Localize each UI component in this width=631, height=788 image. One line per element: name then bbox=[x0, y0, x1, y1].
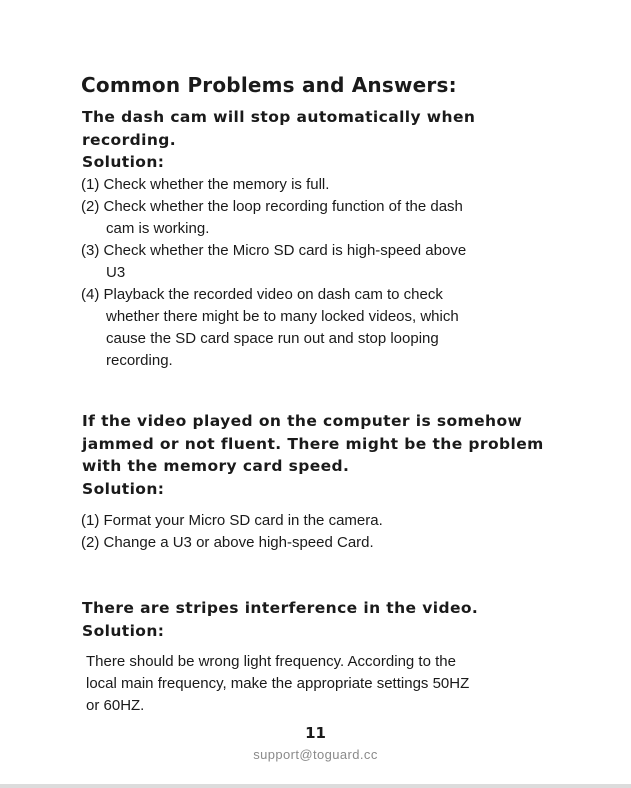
solution-1-item-3-line-2: U3 bbox=[106, 264, 126, 281]
solution-1-item-1-line-1: (1) Check whether the memory is full. bbox=[81, 176, 330, 193]
problem-2-line-1: If the video played on the computer is somehow bbox=[82, 412, 523, 430]
problem-1-line-2: recording. bbox=[82, 130, 177, 149]
problem-2-line-3: with the memory card speed. bbox=[82, 457, 350, 475]
problem-3-heading bbox=[82, 597, 562, 642]
solution-2-item-2-line-1: (2) Change a U3 or above high-speed Card. bbox=[81, 534, 374, 551]
bottom-border bbox=[0, 784, 631, 788]
problem-2-line-2: jammed or not fluent. There might be the problem bbox=[82, 434, 544, 453]
solution-1-item-3 bbox=[81, 240, 561, 284]
solution-1-item-4-line-2: whether there might be to many locked videos, which bbox=[106, 308, 459, 325]
solution-1-item-3-line-1: (3) Check whether the Micro SD card is high-speed above bbox=[81, 242, 467, 259]
page-number: 11 bbox=[305, 724, 326, 742]
support-email: support@toguard.cc bbox=[253, 747, 378, 762]
solution-3-line-1: There should be wrong light frequency. According to the bbox=[86, 653, 456, 670]
solution-2-item-1-line-1: (1) Format your Micro SD card in the camera. bbox=[81, 512, 383, 529]
problem-1-heading bbox=[82, 106, 562, 174]
solution-2-label: Solution: bbox=[82, 479, 165, 498]
solution-2-item-2 bbox=[81, 532, 561, 554]
solution-1-item-4-line-4: recording. bbox=[106, 352, 173, 369]
solution-1-item-1 bbox=[81, 174, 561, 196]
solution-1-label: Solution: bbox=[82, 153, 165, 171]
problem-1-line-1: The dash cam will stop automatically when bbox=[82, 108, 476, 126]
solution-1-item-2 bbox=[81, 196, 561, 240]
solution-3-line-2: local main frequency, make the appropriate settings 50HZ bbox=[86, 675, 470, 692]
solution-1-item-4 bbox=[81, 284, 561, 372]
solution-1-item-2-line-1: (2) Check whether the loop recording function of the dash bbox=[81, 198, 463, 215]
solution-2-item-1 bbox=[81, 510, 561, 532]
solution-3-line-3: or 60HZ. bbox=[86, 697, 145, 714]
solution-1-item-2-line-2: cam is working. bbox=[106, 220, 210, 237]
solution-3-label: Solution: bbox=[82, 621, 165, 640]
problem-2-heading bbox=[82, 410, 562, 500]
solution-1-item-4-line-3: cause the SD card space run out and stop looping bbox=[106, 330, 439, 347]
solution-3-paragraph bbox=[86, 651, 566, 717]
problem-3-line-1: There are stripes interference in the video. bbox=[82, 599, 479, 617]
page-title: Common Problems and Answers: bbox=[81, 73, 457, 97]
solution-1-item-4-line-1: (4) Playback the recorded video on dash cam to check bbox=[81, 286, 443, 303]
